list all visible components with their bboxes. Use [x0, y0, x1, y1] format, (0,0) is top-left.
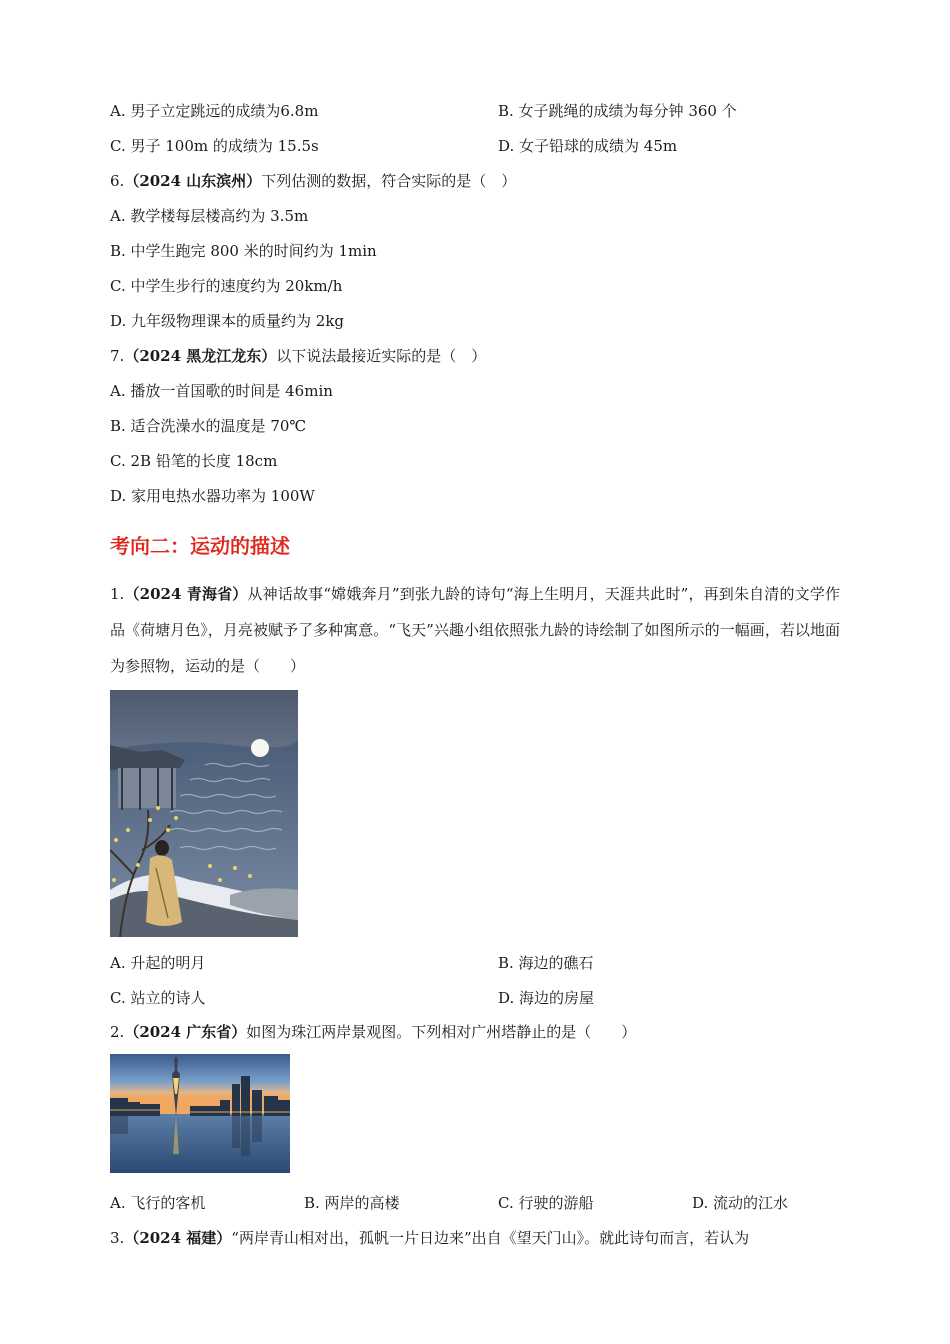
option-a: A. 升起的明月 [110, 954, 206, 972]
option-c: C. 行驶的游船 [498, 1194, 594, 1212]
option-b: B. 两岸的高楼 [304, 1194, 400, 1212]
moon-painting-figure [110, 690, 298, 937]
question-2 [110, 1021, 636, 1043]
question-1 [110, 576, 840, 684]
question-number: 2. [110, 1023, 125, 1041]
option-c: C. 站立的诗人 [110, 989, 206, 1007]
option-a: A. 播放一首国歌的时间是 46min [110, 382, 333, 400]
option-d: D. 海边的房屋 [498, 989, 595, 1007]
question-source: （2024 黑龙江龙东） [124, 347, 277, 365]
skyline-photo [110, 1054, 290, 1173]
question-number: 7. [110, 347, 125, 365]
question-source: （2024 广东省） [124, 1023, 247, 1041]
question-number: 3. [110, 1229, 125, 1247]
question-source: （2024 青海省） [124, 585, 248, 603]
option-a: A. 男子立定跳远的成绩为6.8m [110, 102, 319, 120]
question-number: 6. [110, 172, 125, 190]
option-a: A. 飞行的客机 [110, 1194, 206, 1212]
question-6 [110, 170, 516, 192]
option-d: D. 九年级物理课本的质量约为 2kg [110, 312, 345, 330]
option-d: D. 流动的江水 [692, 1194, 789, 1212]
option-c: C. 男子 100m 的成绩为 15.5s [110, 137, 319, 155]
question-stem: 从神话故事“嫦娥奔月”到张九龄的诗句“海上生明月，天涯共此时”，再到朱自清的文学作品《荷塘月色》，月亮被赋予了多种寓意。“飞天”兴趣小组依照张九龄的诗绘制了如图所示的一幅画，若以地面为参照物，运动的是（ ） [110, 585, 840, 675]
question-stem: 如图为珠江两岸景观图。下列相对广州塔静止的是（ ） [246, 1023, 637, 1041]
option-d: D. 家用电热水器功率为 100W [110, 487, 315, 505]
option-b: B. 适合洗澡水的温度是 70℃ [110, 417, 307, 435]
moon-painting-image [110, 690, 298, 937]
option-b: B. 海边的礁石 [498, 954, 594, 972]
question-stem: “两岸青山相对出，孤帆一片日边来”出自《望天门山》。就此诗句而言，若认为 [231, 1229, 750, 1247]
question-3 [110, 1227, 749, 1249]
question-source: （2024 福建） [124, 1229, 232, 1247]
question-source: （2024 山东滨州） [124, 172, 262, 190]
question-7 [110, 345, 486, 367]
option-d: D. 女子铅球的成绩为 45m [498, 137, 678, 155]
option-b: B. 女子跳绳的成绩为每分钟 360 个 [498, 102, 737, 120]
skyline-figure [110, 1054, 290, 1173]
question-stem: 以下说法最接近实际的是（ ） [276, 347, 487, 365]
option-c: C. 中学生步行的速度约为 20km/h [110, 277, 343, 295]
question-number: 1. [110, 585, 125, 603]
option-c: C. 2B 铅笔的长度 18cm [110, 452, 278, 470]
option-a: A. 教学楼每层楼高约为 3.5m [110, 207, 309, 225]
option-b: B. 中学生跑完 800 米的时间约为 1min [110, 242, 377, 260]
question-stem: 下列估测的数据，符合实际的是（ ） [261, 172, 517, 190]
section-heading: 考向二：运动的描述 [110, 534, 290, 558]
